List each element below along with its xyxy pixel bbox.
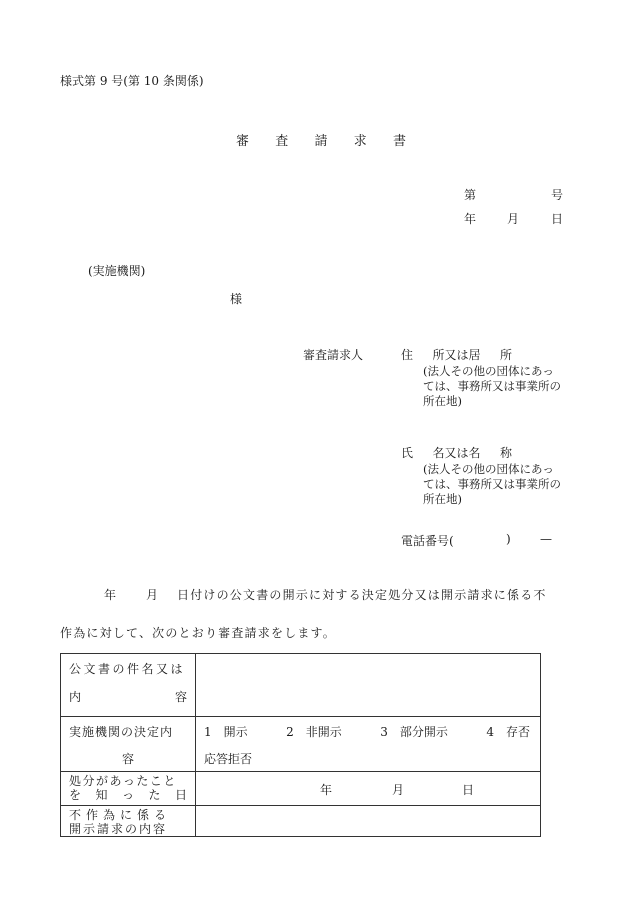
address-label: 住 所又は居 所 <box>401 348 512 362</box>
doc-number-suffix: 号 <box>551 188 564 202</box>
title-char: 審 <box>236 134 250 149</box>
form-number: 様式第 9 号(第 10 条関係) <box>60 74 204 88</box>
option-nondisclose[interactable]: 2 非開示 <box>286 725 342 739</box>
row3-label-cell <box>61 772 196 806</box>
phone-label: 電話番号( <box>401 534 454 548</box>
row1-label-right: 容 <box>174 690 187 704</box>
option-partial[interactable]: 3 部分開示 <box>380 725 448 739</box>
decision-options <box>204 723 530 740</box>
title-char: 書 <box>392 134 406 149</box>
row3-year: 年 <box>320 783 333 797</box>
row3-value-cell[interactable] <box>196 772 541 806</box>
row3-month: 月 <box>392 783 405 797</box>
row3-label-line2: を 知 っ た 日 <box>69 788 187 802</box>
title-char: 査 <box>275 134 289 149</box>
date-day: 日 <box>551 212 564 226</box>
request-table <box>60 653 541 837</box>
body-month: 月 <box>146 588 159 602</box>
row1-label-line1: 公文書の件名又は <box>69 662 186 676</box>
option-cont: 応答拒否 <box>204 752 253 766</box>
row1-label-cell <box>61 654 196 717</box>
document-title <box>236 130 406 149</box>
name-label: 氏 名又は名 称 <box>401 446 512 460</box>
row2-label-line2: 容 <box>121 752 134 766</box>
date-month: 月 <box>507 212 520 226</box>
address-note: (法人その他の団体にあっ ては、事務所又は事業所の 所在地) <box>423 364 561 408</box>
option-existence[interactable]: 4 存否 <box>486 725 530 739</box>
title-char: 求 <box>353 134 367 149</box>
row2-label-cell <box>61 717 196 772</box>
name-note: (法人その他の団体にあっ ては、事務所又は事業所の 所在地) <box>423 462 561 506</box>
row4-label-line2: 開示請求の内容 <box>69 822 168 836</box>
table-row <box>61 717 541 772</box>
option-disclose[interactable]: 1 開示 <box>204 725 248 739</box>
date-year: 年 <box>464 212 477 226</box>
phone-close: ) <box>506 532 511 546</box>
row4-label-line1: 不作為に係る <box>69 808 172 822</box>
row2-label-line1: 実施機関の決定内 <box>69 725 174 739</box>
row3-day: 日 <box>462 783 475 797</box>
body-year: 年 <box>104 588 117 602</box>
requester-label: 審査請求人 <box>303 348 364 362</box>
table-row <box>61 772 541 806</box>
table-row <box>61 654 541 717</box>
title-char: 請 <box>314 134 328 149</box>
phone-dash: — <box>540 532 552 546</box>
honorific: 様 <box>230 292 243 306</box>
row2-value-cell <box>196 717 541 772</box>
row4-value-cell[interactable] <box>196 806 541 837</box>
body-line2: 作為に対して、次のとおり審査請求をします。 <box>60 626 337 640</box>
row4-label-cell <box>61 806 196 837</box>
agency-label: (実施機関) <box>88 264 146 278</box>
doc-number-prefix: 第 <box>464 188 477 202</box>
row3-label-line1: 処分があったこと <box>69 774 177 788</box>
row1-label-left: 内 <box>69 690 82 704</box>
row1-value-cell[interactable] <box>196 654 541 717</box>
table-row <box>61 806 541 837</box>
body-line1: 日付けの公文書の開示に対する決定処分又は開示請求に係る不 <box>177 588 547 602</box>
